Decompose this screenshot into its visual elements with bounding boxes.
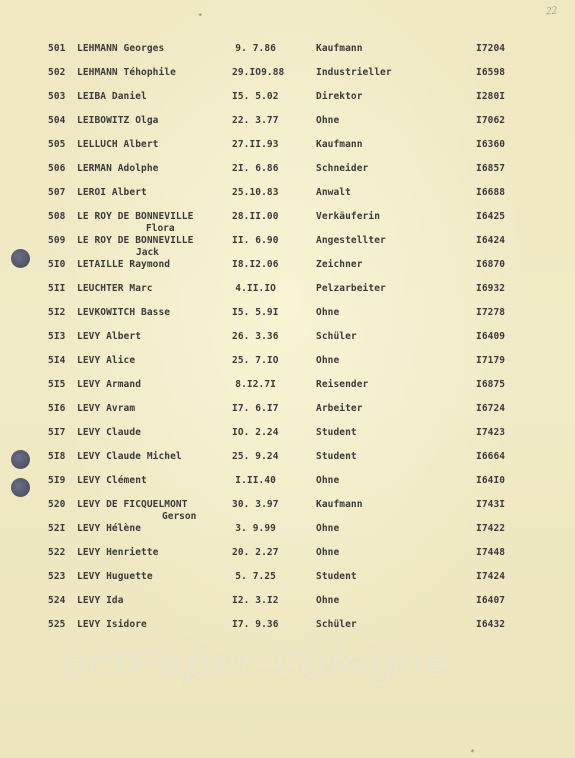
occupation: Angestellter bbox=[316, 235, 386, 246]
person-name: LEIBOWITZ Olga bbox=[77, 115, 159, 126]
entry-number: 5I3 bbox=[48, 331, 66, 342]
occupation: Industrieller bbox=[316, 67, 392, 78]
birth-date: 30. 3.97 bbox=[232, 499, 279, 510]
person-name: LEVY Armand bbox=[77, 379, 142, 390]
list-item bbox=[0, 259, 575, 277]
birth-date: II. 6.90 bbox=[232, 235, 279, 246]
reference-number: I6424 bbox=[476, 235, 506, 246]
reference-number: I743I bbox=[476, 499, 506, 510]
occupation: Verkäuferin bbox=[316, 211, 381, 222]
person-name: LEVY Ida bbox=[77, 595, 124, 606]
reference-number: I6857 bbox=[476, 163, 506, 174]
entry-number: 506 bbox=[48, 163, 66, 174]
person-name: LEVY Avram bbox=[77, 403, 136, 414]
entry-number: 504 bbox=[48, 115, 66, 126]
entry-number: 503 bbox=[48, 91, 66, 102]
given-name-continuation: Flora bbox=[146, 223, 175, 234]
list-item bbox=[0, 403, 575, 421]
reference-number: I6932 bbox=[476, 283, 506, 294]
birth-date: I2. 3.I2 bbox=[232, 595, 279, 606]
entry-number: 5I4 bbox=[48, 355, 66, 366]
entry-number: 525 bbox=[48, 619, 66, 630]
list-item bbox=[0, 163, 575, 181]
person-name: LEVY Huguette bbox=[77, 571, 153, 582]
person-name: LEUCHTER Marc bbox=[77, 283, 153, 294]
reference-number: I64I0 bbox=[476, 475, 506, 486]
reference-number: I7179 bbox=[476, 355, 506, 366]
birth-date: 28.II.00 bbox=[232, 211, 279, 222]
reference-number: I6360 bbox=[476, 139, 506, 150]
occupation: Ohne bbox=[316, 523, 340, 534]
top-mark: * bbox=[198, 12, 203, 20]
person-name: LEVY Claude bbox=[77, 427, 142, 438]
birth-date: 25. 7.IO bbox=[232, 355, 279, 366]
reference-number: I6598 bbox=[476, 67, 506, 78]
occupation: Kaufmann bbox=[316, 499, 363, 510]
person-name: LE ROY DE BONNEVILLE bbox=[77, 211, 194, 222]
list-item bbox=[0, 595, 575, 613]
birth-date: 2I. 6.86 bbox=[232, 163, 279, 174]
entry-number: 502 bbox=[48, 67, 66, 78]
entry-number: 52I bbox=[48, 523, 66, 534]
entry-number: 501 bbox=[48, 43, 66, 54]
reference-number: I280I bbox=[476, 91, 506, 102]
person-name: LEVY Albert bbox=[77, 331, 142, 342]
birth-date: 27.II.93 bbox=[232, 139, 279, 150]
occupation: Student bbox=[316, 427, 357, 438]
person-name: LE ROY DE BONNEVILLE bbox=[77, 235, 194, 246]
list-item bbox=[0, 379, 575, 397]
person-name: LEVY DE FICQUELMONT bbox=[77, 499, 188, 510]
occupation: Ohne bbox=[316, 307, 340, 318]
list-item bbox=[0, 475, 575, 493]
list-item bbox=[0, 187, 575, 205]
entry-number: 5II bbox=[48, 283, 66, 294]
list-item bbox=[0, 499, 575, 517]
list-item bbox=[0, 139, 575, 157]
list-item bbox=[0, 451, 575, 469]
person-name: LETAILLE Raymond bbox=[77, 259, 171, 270]
birth-date: I7. 6.I7 bbox=[232, 403, 279, 414]
list-item bbox=[0, 331, 575, 349]
occupation: Kaufmann bbox=[316, 139, 363, 150]
person-name: LEHMANN Téhophile bbox=[77, 67, 176, 78]
occupation: Zeichner bbox=[316, 259, 363, 270]
occupation: Kaufmann bbox=[316, 43, 363, 54]
birth-date: 5. 7.25 bbox=[235, 571, 276, 582]
list-item bbox=[0, 619, 575, 637]
person-name: LEHMANN Georges bbox=[77, 43, 165, 54]
occupation: Schüler bbox=[316, 331, 357, 342]
entry-number: 5I8 bbox=[48, 451, 66, 462]
person-name: LEIBA Daniel bbox=[77, 91, 147, 102]
entry-number: 5I9 bbox=[48, 475, 66, 486]
person-name: LEROI Albert bbox=[77, 187, 147, 198]
reference-number: I7423 bbox=[476, 427, 506, 438]
birth-date: I8.I2.06 bbox=[232, 259, 279, 270]
birth-date: 9. 7.86 bbox=[235, 43, 276, 54]
list-item bbox=[0, 283, 575, 301]
reference-number: I6724 bbox=[476, 403, 506, 414]
occupation: Reisender bbox=[316, 379, 369, 390]
person-name: LEVY Clément bbox=[77, 475, 147, 486]
birth-date: 20. 2.27 bbox=[232, 547, 279, 558]
entry-number: 505 bbox=[48, 139, 66, 150]
occupation: Ohne bbox=[316, 595, 340, 606]
entry-number: 522 bbox=[48, 547, 66, 558]
birth-date: 25.10.83 bbox=[232, 187, 279, 198]
list-item bbox=[0, 211, 575, 229]
paper-watermark: ectPaper-Vologne bbox=[62, 638, 451, 687]
entry-number: 523 bbox=[48, 571, 66, 582]
occupation: Arbeiter bbox=[316, 403, 363, 414]
birth-date: 4.II.IO bbox=[235, 283, 276, 294]
reference-number: I6409 bbox=[476, 331, 506, 342]
given-name-continuation: Jack bbox=[136, 247, 159, 258]
occupation: Pelzarbeiter bbox=[316, 283, 386, 294]
entry-number: 5I5 bbox=[48, 379, 66, 390]
reference-number: I7278 bbox=[476, 307, 506, 318]
entry-number: 520 bbox=[48, 499, 66, 510]
occupation: Anwalt bbox=[316, 187, 351, 198]
birth-date: 3. 9.99 bbox=[235, 523, 276, 534]
birth-date: IO. 2.24 bbox=[232, 427, 279, 438]
occupation: Ohne bbox=[316, 115, 340, 126]
list-item bbox=[0, 427, 575, 445]
birth-date: 26. 3.36 bbox=[232, 331, 279, 342]
list-item bbox=[0, 91, 575, 109]
person-name: LEVY Henriette bbox=[77, 547, 159, 558]
reference-number: I7422 bbox=[476, 523, 506, 534]
list-item bbox=[0, 43, 575, 61]
list-item bbox=[0, 67, 575, 85]
person-name: LERMAN Adolphe bbox=[77, 163, 159, 174]
person-name: LEVY Hélène bbox=[77, 523, 142, 534]
entry-number: 507 bbox=[48, 187, 66, 198]
birth-date: I.II.40 bbox=[235, 475, 276, 486]
occupation: Student bbox=[316, 571, 357, 582]
birth-date: 25. 9.24 bbox=[232, 451, 279, 462]
entry-number: 5I0 bbox=[48, 259, 66, 270]
list-item bbox=[0, 115, 575, 133]
occupation: Direktor bbox=[316, 91, 363, 102]
birth-date: 29.IO9.88 bbox=[232, 67, 285, 78]
reference-number: I7448 bbox=[476, 547, 506, 558]
reference-number: I7204 bbox=[476, 43, 506, 54]
reference-number: I7062 bbox=[476, 115, 506, 126]
list-item bbox=[0, 307, 575, 325]
entry-number: 509 bbox=[48, 235, 66, 246]
occupation: Schüler bbox=[316, 619, 357, 630]
occupation: Ohne bbox=[316, 547, 340, 558]
list-item bbox=[0, 235, 575, 253]
birth-date: 8.I2.7I bbox=[235, 379, 276, 390]
birth-date: I7. 9.36 bbox=[232, 619, 279, 630]
entry-number: 524 bbox=[48, 595, 66, 606]
entry-number: 5I7 bbox=[48, 427, 66, 438]
birth-date: I5. 5.9I bbox=[232, 307, 279, 318]
entry-number: 5I2 bbox=[48, 307, 66, 318]
birth-date: 22. 3.77 bbox=[232, 115, 279, 126]
reference-number: I6425 bbox=[476, 211, 506, 222]
reference-number: I6432 bbox=[476, 619, 506, 630]
occupation: Schneider bbox=[316, 163, 369, 174]
occupation: Student bbox=[316, 451, 357, 462]
person-name: LELLUCH Albert bbox=[77, 139, 159, 150]
given-name-continuation: Gerson bbox=[162, 511, 197, 522]
bottom-mark: * bbox=[470, 748, 475, 757]
occupation: Ohne bbox=[316, 355, 340, 366]
list-item bbox=[0, 571, 575, 589]
reference-number: I6875 bbox=[476, 379, 506, 390]
list-item bbox=[0, 547, 575, 565]
list-item bbox=[0, 355, 575, 373]
birth-date: I5. 5.02 bbox=[232, 91, 279, 102]
occupation: Ohne bbox=[316, 475, 340, 486]
person-name: LEVY Alice bbox=[77, 355, 136, 366]
reference-number: I7424 bbox=[476, 571, 506, 582]
entry-number: 508 bbox=[48, 211, 66, 222]
person-name: LEVY Isidore bbox=[77, 619, 147, 630]
entry-number: 5I6 bbox=[48, 403, 66, 414]
handwritten-page-number: 22 bbox=[545, 4, 558, 18]
reference-number: I6870 bbox=[476, 259, 506, 270]
reference-number: I6688 bbox=[476, 187, 506, 198]
reference-number: I6407 bbox=[476, 595, 506, 606]
list-item bbox=[0, 523, 575, 541]
reference-number: I6664 bbox=[476, 451, 506, 462]
person-name: LEVY Claude Michel bbox=[77, 451, 182, 462]
person-name: LEVKOWITCH Basse bbox=[77, 307, 171, 318]
